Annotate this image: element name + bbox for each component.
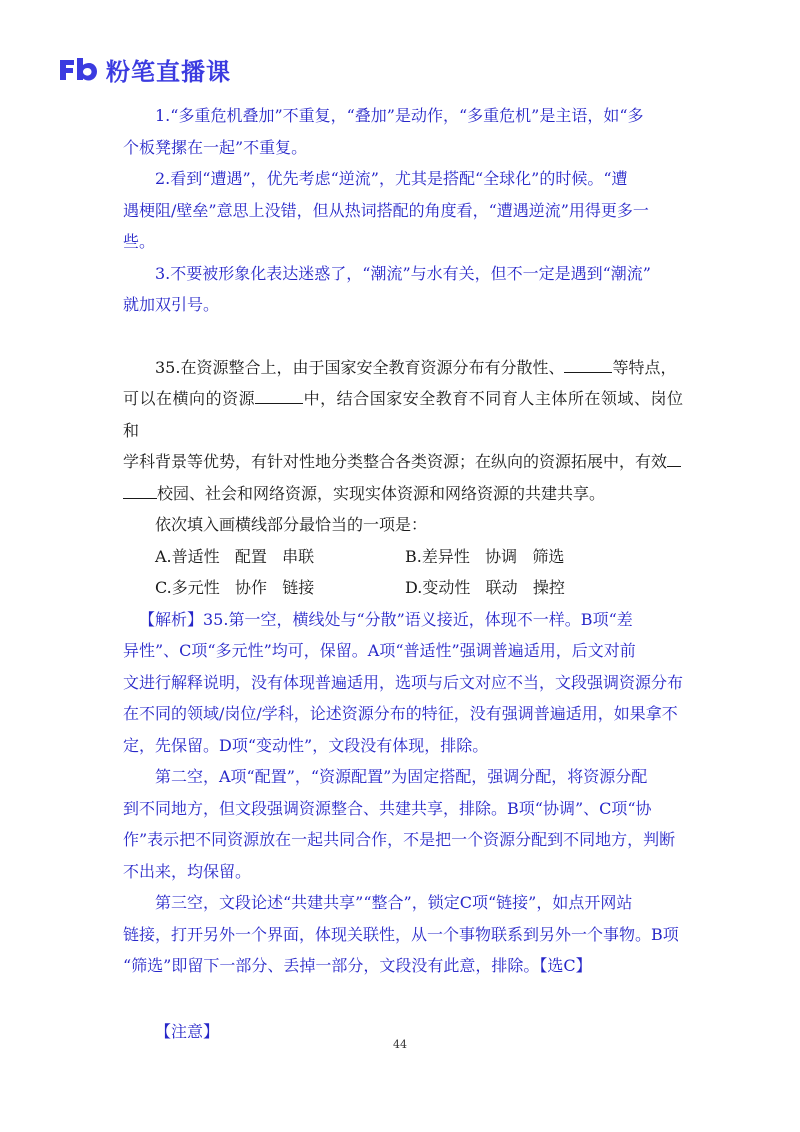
analysis-line: 作”表示把不同资源放在一起共同合作，不是把一个资源分配到不同地方，判断 [123, 830, 676, 849]
page-header [58, 54, 231, 84]
analysis-line: “筛选”即留下一部分、丢掉一部分，文段没有此意，排除。【选C】 [123, 956, 592, 975]
analysis-line: 异性”、C项“多元性”均可，保留。A项“普适性”强调普遍适用，后文对前 [123, 641, 636, 660]
option-c: C.多元性 协作 链接 [155, 578, 315, 597]
analysis-line: 第三空，文段论述“共建共享”“整合”，锁定C项“链接”，如点开网站 [155, 893, 633, 912]
question-text: 35.在资源整合上，由于国家安全教育资源分布有分散性、 [155, 357, 565, 377]
analysis-line: 【解析】35.第一空，横线处与“分散”语义接近，体现不一样。B项“差 [139, 609, 633, 629]
question-line [123, 478, 683, 510]
text-line: 3.不要被形象化表达迷惑了，“潮流”与水有关，但不一定是遇到“潮流” [155, 263, 651, 283]
options-row [123, 541, 683, 573]
intro-point-1 [123, 100, 683, 163]
question-text: 中，结合国家安全教育不同育人主体所在领域、岗位和 [123, 389, 683, 440]
options-row [123, 572, 683, 604]
analysis-line: 到不同地方，但文段强调资源整合、共建共享，排除。B项“协调”、C项“协 [123, 798, 652, 818]
brand-title: 粉笔直播课 [106, 57, 231, 86]
question-35 [123, 352, 683, 604]
question-text: 等特点， [612, 357, 677, 377]
analysis-line: 链接，打开另外一个界面，体现关联性，从一个事物联系到另外一个事物。B项 [123, 924, 679, 944]
text-line: 个板凳摞在一起”不重复。 [123, 137, 308, 157]
question-text: 学科背景等优势，有针对性地分类整合各类资源；在纵向的资源拓展中，有效 [123, 452, 668, 471]
answer-blank-3-cont [123, 482, 157, 499]
option-a: A.普适性 配置 串联 [155, 546, 315, 566]
answer-blank-1 [564, 356, 612, 373]
question-line [123, 446, 683, 478]
question-prompt: 依次填入画横线部分最恰当的一项是： [155, 515, 428, 534]
page-number: 44 [393, 1038, 407, 1051]
option-d: D.变动性 联动 操控 [405, 578, 565, 597]
analysis-line: 第二空，A项“配置”，“资源配置”为固定搭配，强调分配，将资源分配 [155, 767, 648, 786]
question-line [123, 352, 683, 384]
text-line: 2.看到“遭遇”，优先考虑“逆流”，尤其是搭配“全球化”的时候。“遭 [155, 169, 628, 188]
question-text: 可以在横向的资源 [123, 389, 256, 408]
page-content [123, 100, 683, 1047]
intro-point-2 [123, 163, 683, 258]
question-line [123, 383, 683, 446]
intro-point-3 [123, 258, 683, 321]
analysis-line: 在不同的领域/岗位/学科，论述资源分布的特征，没有强调普遍适用，如果拿不 [123, 704, 678, 723]
question-text: 校园、社会和网络资源，实现实体资源和网络资源的共建共享。 [157, 483, 606, 503]
text-line: 遇梗阻/壁垒”意思上没错，但从热词搭配的角度看，“遭遇逆流”用得更多一 [123, 200, 649, 220]
analysis-line: 文进行解释说明，没有体现普遍适用，选项与后文对应不当，文段强调资源分布 [123, 672, 684, 692]
text-line: 就加双引号。 [123, 295, 220, 314]
fenbi-logo-icon [58, 56, 98, 82]
analysis-line: 不出来，均保留。 [123, 861, 252, 881]
note-label: 【注意】 [155, 1021, 220, 1041]
text-line: 1.“多重危机叠加”不重复，“叠加”是动作，“多重危机”是主语，如“多 [155, 106, 644, 125]
answer-blank-2 [255, 387, 303, 404]
answer-blank-3 [667, 450, 681, 467]
option-b: B.差异性 协调 筛选 [405, 546, 565, 566]
analysis-section [123, 604, 683, 982]
analysis-line: 定，先保留。D项“变动性”，文段没有体现，排除。 [123, 735, 489, 755]
text-line: 些。 [123, 232, 156, 251]
